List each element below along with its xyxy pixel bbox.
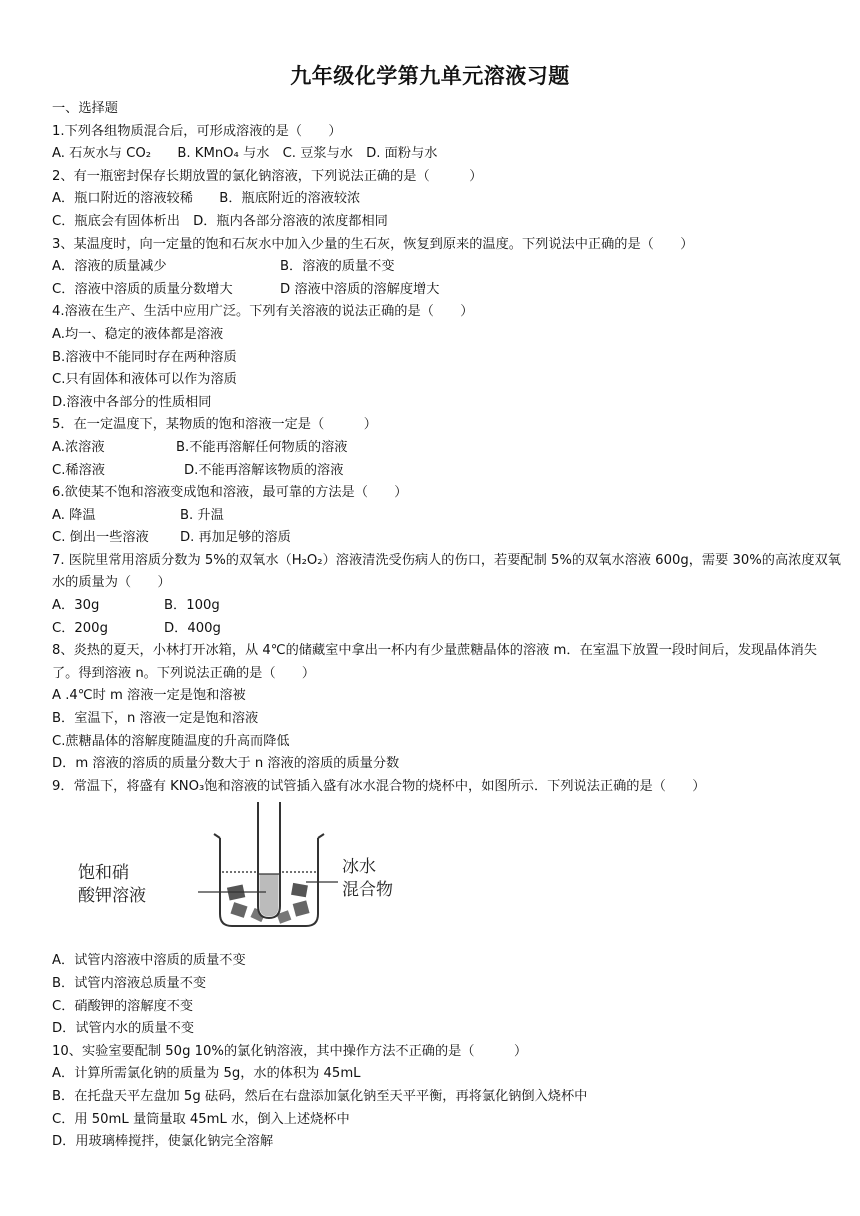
question-4-option-d: D.溶液中各部分的性质相同 [52, 394, 212, 410]
page-title: 九年级化学第九单元溶液习题 [290, 64, 570, 88]
question-5-option-b: B.不能再溶解任何物质的溶液 [176, 439, 348, 455]
document-body [52, 98, 842, 1154]
question-9-option-a: A．试管内溶液中溶质的质量不变 [52, 953, 246, 969]
figure-label-right-line-1: 冰水 [342, 857, 376, 878]
question-4-stem: 4.溶液在生产、生活中应用广泛。下列有关溶液的说法正确的是（ ） [52, 304, 474, 320]
figure-label-left [78, 862, 188, 908]
question-5-option-d: D.不能再溶解该物质的溶液 [184, 462, 344, 478]
question-10-option-a: A．计算所需氯化钠的质量为 5g，水的体积为 45mL [52, 1066, 361, 1082]
question-10-option-d: D．用玻璃棒搅拌，使氯化钠完全溶解 [52, 1134, 274, 1150]
question-5-option-c: C.稀溶液 [52, 462, 105, 478]
question-4-option-c: C.只有固体和液体可以作为溶质 [52, 372, 237, 388]
question-6-option-b: B. 升温 [180, 507, 224, 523]
question-4-option-a: A.均一、稳定的液体都是溶液 [52, 326, 224, 342]
question-7-option-b: B．100g [164, 598, 220, 614]
question-3-stem: 3、某温度时，向一定量的饱和石灰水中加入少量的生石灰，恢复到原来的温度。下列说法中正确的是（ ） [52, 236, 694, 252]
question-7-options-ab [52, 595, 842, 618]
question-2-options-cd: C．瓶底会有固体析出 D．瓶内各部分溶液的浓度都相同 [52, 213, 388, 229]
question-6-option-d: D. 再加足够的溶质 [180, 530, 291, 546]
question-7-option-a: A．30g [52, 598, 100, 614]
question-2-stem: 2、有一瓶密封保存长期放置的氯化钠溶液，下列说法正确的是（ ） [52, 168, 483, 184]
question-8-stem: 8、炎热的夏天，小林打开冰箱，从 4℃的储藏室中拿出一杯内有少量蔗糖晶体的溶液 m．在室温下放置一段时间后，发现晶体消失了。得到溶液 n。下列说法正确的是（ ） [52, 643, 817, 681]
question-9-stem: 9．常温下，将盛有 KNO₃饱和溶液的试管插入盛有冰水混合物的烧杯中，如图所示．下列说法正确的是（ ） [52, 778, 706, 794]
figure-label-left-line-2: 酸钾溶液 [78, 886, 146, 907]
question-9-option-c: C．硝酸钾的溶解度不变 [52, 998, 194, 1014]
question-6-options-ab [52, 505, 842, 528]
ice-chunk [230, 903, 247, 919]
question-5-stem: 5．在一定温度下，某物质的饱和溶液一定是（ ） [52, 417, 377, 433]
question-9-option-b: B．试管内溶液总质量不变 [52, 976, 207, 991]
question-10-option-c: C．用 50mL 量筒量取 45mL 水，倒入上述烧杯中 [52, 1111, 350, 1127]
question-3-options-ab [52, 256, 842, 279]
question-3-option-a: A．溶液的质量减少 [52, 259, 167, 275]
question-8-option-d: D．m 溶液的溶质的质量分数大于 n 溶液的溶质的质量分数 [52, 756, 400, 772]
question-8-option-c: C.蔗糖晶体的溶解度随温度的升高而降低 [52, 733, 290, 749]
question-3-option-c: C．溶液中溶质的质量分数增大 [52, 281, 233, 297]
question-6-stem: 6.欲使某不饱和溶液变成饱和溶液，最可靠的方法是（ ） [52, 485, 408, 501]
beaker-test-tube-figure [52, 798, 842, 950]
question-7-option-c: C．200g [52, 620, 108, 636]
question-10-option-b: B．在托盘天平左盘加 5g 砝码，然后在右盘添加氯化钠至天平平衡，再将氯化钠倒入烧杯中 [52, 1088, 588, 1104]
question-8-option-a: A .4℃时 m 溶液一定是饱和溶被 [52, 688, 246, 704]
question-7-options-cd [52, 618, 842, 641]
question-9-option-d: D．试管内水的质量不变 [52, 1021, 195, 1037]
figure-label-right [342, 856, 422, 902]
ice-chunk [293, 901, 310, 917]
question-6-option-a: A. 降温 [52, 507, 96, 523]
question-2-options-ab: A．瓶口附近的溶液较稀 B．瓶底附近的溶液较浓 [52, 191, 361, 207]
question-7-stem: 7. 医院里常用溶质分数为 5%的双氧水（H₂O₂）溶液清洗受伤病人的伤口，若要配制 5%的双氧水溶液 600g，需要 30%的高浓度双氧水的质量为（ ） [52, 552, 841, 591]
section-heading: 一、选择题 [52, 101, 118, 116]
question-6-options-cd [52, 527, 842, 550]
question-3-option-d: D 溶液中溶质的溶解度增大 [280, 281, 440, 297]
question-6-option-c: C. 倒出一些溶液 [52, 530, 149, 546]
question-4-option-b: B.溶液中不能同时存在两种溶质 [52, 349, 237, 365]
question-7-option-d: D．400g [164, 620, 221, 636]
question-8-option-b: B．室温下，n 溶液一定是饱和溶液 [52, 711, 259, 727]
question-3-option-b: B．溶液的质量不变 [280, 259, 395, 275]
question-1-stem: 1.下列各组物质混合后，可形成溶液的是（ ） [52, 123, 342, 139]
ice-chunk [291, 883, 308, 897]
question-3-options-cd [52, 279, 842, 302]
question-5-options-cd [52, 460, 842, 483]
test-tube-solution [260, 874, 279, 917]
figure-label-right-line-2: 混合物 [342, 880, 393, 901]
question-5-option-a: A.浓溶液 [52, 439, 105, 455]
figure-label-left-line-1: 饱和硝 [78, 863, 129, 884]
question-5-options-ab [52, 437, 842, 460]
question-10-stem: 10、实验室要配制 50g 10%的氯化钠溶液，其中操作方法不正确的是（ ） [52, 1043, 528, 1059]
question-1-options: A. 石灰水与 CO₂ B. KMnO₄ 与水 C. 豆浆与水 D. 面粉与水 [52, 146, 438, 162]
